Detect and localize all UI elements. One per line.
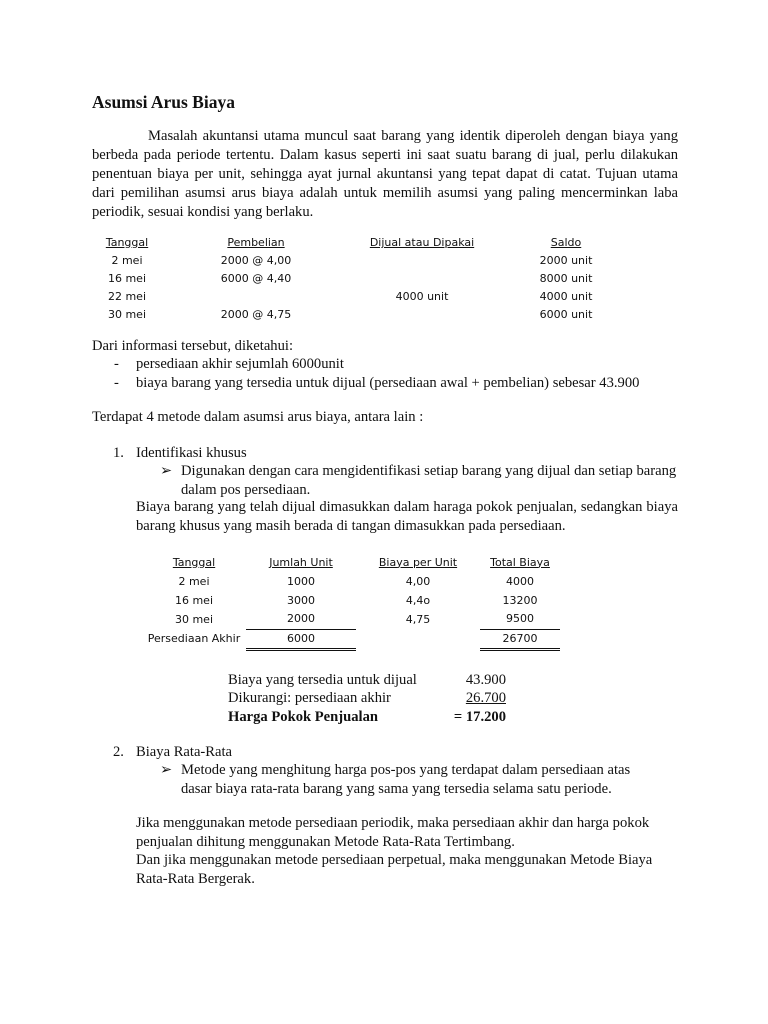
cell: 4000 bbox=[506, 574, 534, 588]
method-text: Jika menggunakan metode persediaan periodik, maka persediaan akhir dan harga pokok penjualan dihitung menggunakan Metode Rata-Rata Tertimbang. bbox=[136, 815, 650, 850]
cell: 8000 unit bbox=[539, 272, 593, 285]
calc-result-value: = 17.200 bbox=[453, 709, 506, 725]
cell bbox=[158, 288, 354, 306]
table-row bbox=[96, 288, 642, 306]
total-cost: 26700 bbox=[480, 629, 560, 649]
cell: 4000 unit bbox=[539, 290, 593, 303]
cell: 1000 bbox=[287, 574, 315, 588]
cell: 13200 bbox=[502, 593, 538, 607]
cell: 9500 bbox=[480, 610, 560, 629]
dash-marker: - bbox=[114, 356, 119, 372]
col-header-jumlah-unit: Jumlah Unit bbox=[269, 555, 333, 569]
cell: 2000 bbox=[246, 610, 356, 629]
info-item: biaya barang yang tersedia untuk dijual (persediaan awal + pembelian) sebesar 43.900 bbox=[136, 375, 640, 391]
method-bullet-text: Metode yang menghitung harga pos-pos yang terdapat dalam persediaan atas dasar biaya rata-rata barang yang sama yang tersedia selama satu periode. bbox=[181, 762, 631, 797]
cell: 30 mei bbox=[107, 308, 147, 321]
cell: 16 mei bbox=[107, 272, 147, 285]
arrow-bullet-icon: ➢ bbox=[160, 762, 173, 778]
arrow-bullet-icon: ➢ bbox=[160, 463, 173, 479]
cell bbox=[354, 252, 490, 270]
document-title: Asumsi Arus Biaya bbox=[92, 92, 235, 112]
col-header-pembelian: Pembelian bbox=[227, 236, 285, 249]
cell: 2000 @ 4,00 bbox=[220, 254, 292, 267]
table-row bbox=[96, 270, 642, 288]
total-units: 6000 bbox=[246, 629, 356, 649]
cell: 22 mei bbox=[107, 290, 147, 303]
table-row bbox=[142, 572, 560, 591]
table-row bbox=[96, 306, 642, 324]
table-row bbox=[142, 610, 560, 629]
cell: 4,75 bbox=[405, 612, 431, 626]
method-text: Biaya barang yang telah dijual dimasukkan dalam haraga pokok penjualan, sedangkan biaya barang khusus yang masih berada di tangan dimasukkan pada persediaan. bbox=[136, 499, 678, 534]
calc-label: Dikurangi: persediaan akhir bbox=[228, 690, 391, 706]
table-header-row bbox=[96, 234, 642, 252]
methods-intro: Terdapat 4 metode dalam asumsi arus biaya, antara lain : bbox=[92, 409, 424, 425]
table-row bbox=[142, 591, 560, 610]
table-header-row bbox=[142, 553, 560, 572]
purchase-table bbox=[96, 234, 642, 324]
cell: 2000 unit bbox=[539, 254, 593, 267]
intro-paragraph: Masalah akuntansi utama muncul saat barang yang identik diperoleh dengan biaya yang berbeda pada periode tertentu. Dalam kasus seperti ini saat suatu barang di jual, perlu dilakukan penentuan biaya per unit, sehingga ayat jurnal akuntansi yang tepat dapat di catat. Tujuan utama dari pemilihan asumsi arus biaya adalah untuk memilih asumsi yang paling mencerminkan laba periodik, sesuai kondisi yang berlaku. bbox=[92, 128, 678, 220]
table-row bbox=[96, 252, 642, 270]
info-item: persediaan akhir sejumlah 6000unit bbox=[136, 356, 344, 372]
dash-marker: - bbox=[114, 375, 119, 391]
calc-value: 26.700 bbox=[465, 690, 506, 706]
calc-label: Biaya yang tersedia untuk dijual bbox=[228, 672, 417, 688]
method-text: Dan jika menggunakan metode persediaan perpetual, maka menggunakan Metode Biaya Rata-Rata Bergerak. bbox=[136, 852, 653, 887]
col-header-saldo: Saldo bbox=[550, 236, 582, 249]
cell: 2 mei bbox=[178, 574, 210, 588]
table-total-row bbox=[142, 629, 560, 649]
cell bbox=[354, 270, 490, 288]
col-header-tanggal: Tanggal bbox=[172, 555, 216, 569]
col-header-dijual: Dijual atau Dipakai bbox=[369, 236, 475, 249]
method-heading: Biaya Rata-Rata bbox=[136, 744, 233, 760]
cell: 6000 @ 4,40 bbox=[220, 272, 292, 285]
cell: 2000 @ 4,75 bbox=[220, 308, 292, 321]
cell: 30 mei bbox=[174, 612, 214, 626]
cell: 6000 unit bbox=[539, 308, 593, 321]
calc-value: 43.900 bbox=[465, 672, 506, 688]
method-bullet-text: Digunakan dengan cara mengidentifikasi setiap barang yang dijual dan setiap barang dalam pos persediaan. bbox=[181, 463, 677, 498]
cell: 2 mei bbox=[111, 254, 143, 267]
col-header-biaya-per-unit: Biaya per Unit bbox=[378, 555, 458, 569]
cell bbox=[354, 306, 490, 324]
info-intro: Dari informasi tersebut, diketahui: bbox=[92, 338, 294, 354]
total-label: Persediaan Akhir bbox=[147, 632, 241, 645]
cell: 4,00 bbox=[405, 574, 431, 588]
calc-result-label: Harga Pokok Penjualan bbox=[228, 709, 379, 725]
cell: 4,4o bbox=[405, 593, 431, 607]
col-header-total-biaya: Total Biaya bbox=[490, 555, 550, 569]
cell: 16 mei bbox=[174, 593, 214, 607]
cell: 3000 bbox=[287, 593, 315, 607]
cost-table bbox=[142, 553, 560, 651]
method-number: 1. bbox=[113, 445, 124, 461]
method-heading: Identifikasi khusus bbox=[136, 445, 247, 461]
col-header-tanggal: Tanggal bbox=[105, 236, 149, 249]
cell: 4000 unit bbox=[395, 290, 449, 303]
method-number: 2. bbox=[113, 744, 124, 760]
